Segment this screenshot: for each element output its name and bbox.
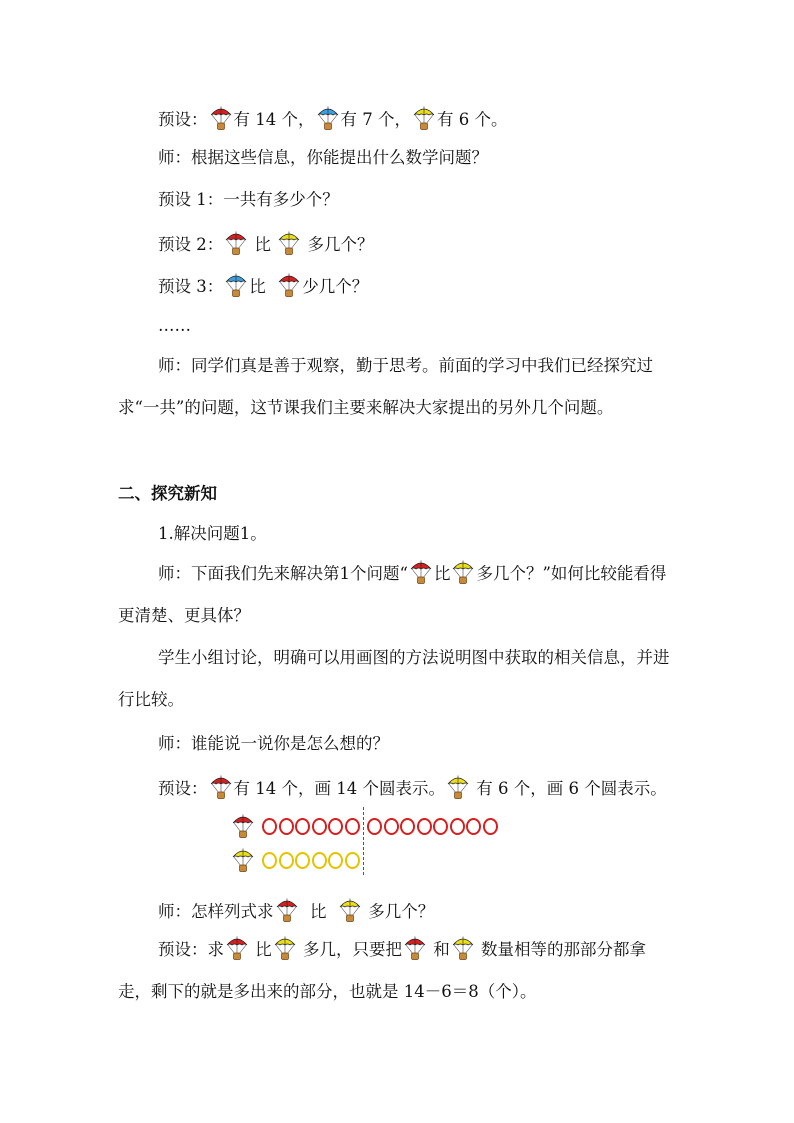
yellow-circle <box>295 852 310 869</box>
yellow-drawing-text: 有 6 个，画 6 个圆表示。 <box>476 779 667 798</box>
comparison-divider <box>363 807 364 875</box>
red-circle <box>279 818 294 835</box>
yellow-circle <box>345 852 360 869</box>
red-circle <box>345 818 360 835</box>
yellow-parachute-icon <box>278 230 300 256</box>
yellow-parachute-icon <box>452 935 474 961</box>
paragraph-text: 和 <box>433 940 450 959</box>
yellow-parachute-icon <box>232 847 254 873</box>
red-parachute-icon <box>404 935 426 961</box>
paragraph-text: 多几，只要把 <box>303 940 402 959</box>
teacher-paragraph <box>118 553 678 637</box>
student-paragraph: 学生小组讨论，明确可以用画图的方法说明图中获取的相关信息，并进行比较。 <box>118 648 670 709</box>
compare-word: 比 <box>433 564 451 583</box>
paragraph-text: 预设：求 <box>158 940 224 959</box>
yellow-parachute-icon <box>447 774 469 800</box>
red-parachute-icon <box>276 897 298 923</box>
red-parachute-icon <box>210 774 232 800</box>
preset-label: 预设： <box>158 110 208 129</box>
red-row <box>230 813 499 839</box>
red-circle <box>450 818 465 835</box>
red-parachute-icon <box>226 935 248 961</box>
red-circle <box>433 818 448 835</box>
section-title: 二、探究新知 <box>118 484 217 503</box>
red-parachute-icon <box>232 813 254 839</box>
red-circle <box>400 818 415 835</box>
teacher-paragraph: 师：同学们真是善于观察，勤于思考。前面的学习中我们已经探究过求“一共”的问题，这节课我们主要来解决大家提出的另外几个问题。 <box>118 356 653 417</box>
red-parachute-icon <box>225 230 247 256</box>
yellow-parachute-icon <box>452 559 474 585</box>
compare-word: 比 <box>254 235 271 254</box>
preset-3-line <box>158 272 368 299</box>
yellow-circle <box>262 852 277 869</box>
compare-word: 比 <box>249 277 266 296</box>
red-circle <box>384 818 399 835</box>
preset-answer-paragraph <box>118 929 678 1013</box>
preset-2-label: 预设 2： <box>158 235 224 254</box>
yellow-circle <box>328 852 343 869</box>
red-circle <box>312 818 327 835</box>
red-circle <box>295 818 310 835</box>
red-circle <box>483 818 498 835</box>
ellipsis: …… <box>158 316 191 335</box>
red-parachute-icon <box>210 105 232 131</box>
compare-word: 比 <box>310 902 327 921</box>
preset-1-line: 预设 1：一共有多少个？ <box>158 190 339 209</box>
red-count-text: 有 14 个， <box>233 110 315 129</box>
red-circle <box>367 818 382 835</box>
yellow-circle <box>312 852 327 869</box>
question-suffix: 多几个？ <box>368 902 435 921</box>
yellow-row <box>230 847 361 873</box>
red-circle <box>466 818 481 835</box>
question-suffix: 少几个？ <box>302 277 369 296</box>
compare-word: 比 <box>255 940 272 959</box>
yellow-circle <box>279 852 294 869</box>
blue-count-text: 有 7 个， <box>340 110 411 129</box>
red-circles <box>262 818 499 835</box>
preset-2-line <box>158 230 374 257</box>
paragraph-text: 师：怎样列式求 <box>158 902 274 921</box>
yellow-parachute-icon <box>413 105 435 131</box>
subsection-title: 1.解决问题1。 <box>158 524 267 543</box>
paragraph-text: 多几个？”如何比较能看得更清楚、更具体？ <box>118 564 667 625</box>
preset-label: 预设： <box>158 779 208 798</box>
teacher-question-line <box>158 897 434 924</box>
preset-counts-line <box>158 105 508 132</box>
red-parachute-icon <box>278 272 300 298</box>
paragraph-text: 数量相等的那部分都拿走，剩下的就是多出来的部分，也就是 14－6＝8（个）。 <box>118 940 646 1001</box>
red-circle <box>417 818 432 835</box>
question-suffix: 多几个？ <box>307 235 374 254</box>
yellow-count-text: 有 6 个。 <box>437 110 508 129</box>
teacher-question-line: 师：谁能说一说你是怎么想的？ <box>158 734 389 753</box>
comparison-diagram <box>230 805 550 880</box>
red-circle <box>262 818 277 835</box>
blue-parachute-icon <box>225 272 247 298</box>
paragraph-text: 师：下面我们先来解决第1个问题“ <box>158 564 408 583</box>
blue-parachute-icon <box>317 105 339 131</box>
teacher-question-line: 师：根据这些信息，你能提出什么数学问题？ <box>158 148 488 167</box>
yellow-parachute-icon <box>274 935 296 961</box>
red-drawing-text: 有 14 个，画 14 个圆表示。 <box>233 779 445 798</box>
preset-drawing-line <box>158 774 667 801</box>
red-circle <box>328 818 343 835</box>
red-parachute-icon <box>410 559 432 585</box>
yellow-parachute-icon <box>339 897 361 923</box>
preset-3-label: 预设 3： <box>158 277 224 296</box>
yellow-circles <box>262 852 361 869</box>
